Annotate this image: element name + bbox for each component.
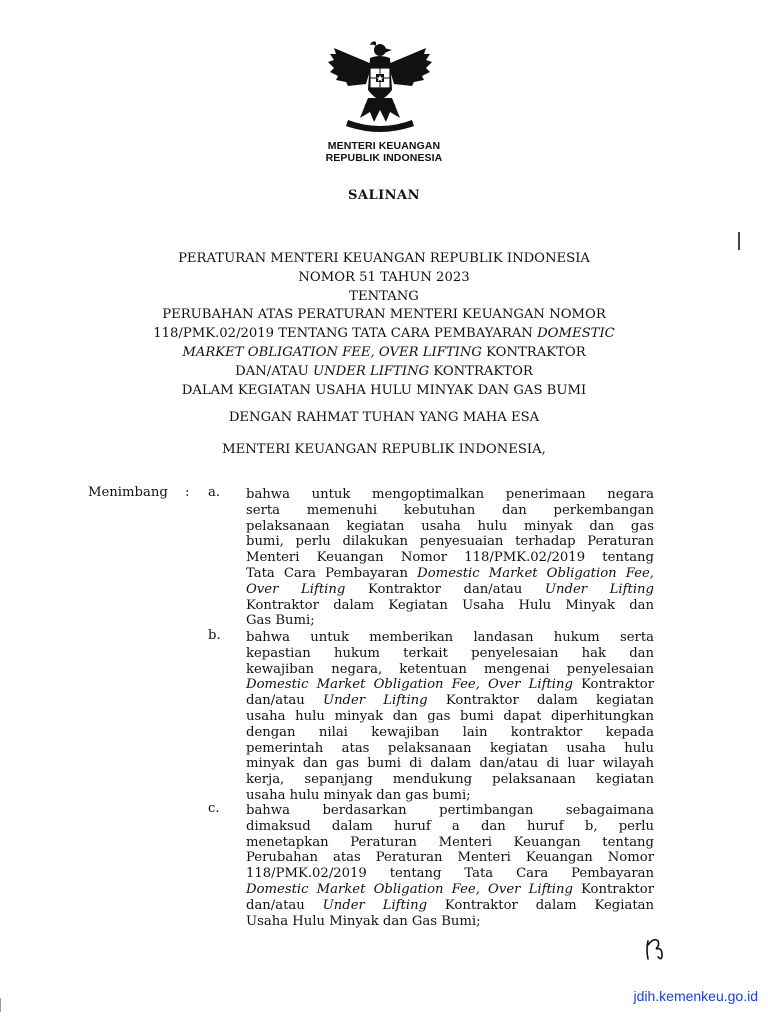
paragraph-line [246, 630, 654, 646]
text-run: Kontraktor dalam Kegiatan [427, 897, 654, 913]
edge-mark [0, 998, 1, 1012]
text-run: DAN/ATAU [235, 363, 313, 379]
title-line [100, 382, 668, 401]
text-run: Menteri Keuangan Nomor 118/PMK.02/2019 tentang [246, 550, 654, 566]
paragraph-line [246, 772, 654, 788]
text-run: usaha hulu minyak dan gas bumi dapat diperhitungkan [246, 708, 654, 724]
italic-term: Domestic Market Obligation Fee, [417, 565, 654, 581]
item-marker: b. [208, 628, 221, 643]
text-run: bahwa berdasarkan pertimbangan sebagaimana [246, 803, 654, 818]
title-line [100, 269, 668, 288]
text-run: Kontraktor [572, 677, 654, 693]
italic-term: MARKET OBLIGATION FEE, OVER LIFTING [182, 344, 482, 360]
paragraph-line [246, 582, 654, 598]
paragraph-line [246, 519, 654, 535]
paragraph-line [246, 550, 654, 566]
paragraph-line [246, 487, 654, 503]
paragraph-line [246, 598, 654, 614]
text-run: NOMOR 51 TAHUN 2023 [298, 269, 470, 285]
paragraph-line [246, 646, 654, 662]
text-run: TENTANG [349, 288, 419, 304]
margin-mark [738, 232, 740, 250]
italic-term: Domestic Market Obligation Fee, Over Lifting [246, 677, 573, 693]
italic-term: Under Lifting [322, 897, 428, 913]
ministry-name: MENTERI KEUANGAN [327, 140, 441, 152]
text-run: menetapkan Peraturan Menteri Keuangan tentang [246, 834, 654, 850]
text-run: bahwa untuk memberikan landasan hukum serta [246, 630, 654, 645]
consideration-paragraph [246, 630, 654, 804]
text-run: Gas Bumi; [246, 613, 315, 629]
italic-term: DOMESTIC [537, 326, 615, 342]
italic-term: Under Lifting [322, 693, 428, 709]
italic-term: Under Lifting [544, 581, 654, 597]
copy-label: SALINAN [347, 188, 421, 203]
paragraph-line [246, 914, 654, 930]
paragraph-line [246, 534, 654, 550]
text-run: Perubahan atas Peraturan Menteri Keuangan Nomor [246, 850, 654, 866]
text-run: DALAM KEGIATAN USAHA HULU MINYAK DAN GAS BUMI [181, 382, 587, 398]
text-run: 118/PMK.02/2019 TENTANG TATA CARA PEMBAYARAN [153, 326, 538, 342]
text-run: kepastian hukum terkait penyelesaian hak dan [246, 645, 654, 661]
paragraph-line [246, 566, 654, 582]
text-run: KONTRAKTOR [481, 344, 586, 360]
text-run: Kontraktor dalam kegiatan [427, 693, 654, 709]
authority-line: MENTERI KEUANGAN REPUBLIK INDONESIA, [222, 442, 546, 457]
text-run: bahwa untuk mengoptimalkan penerimaan negara [246, 487, 654, 502]
blessing-line: DENGAN RAHMAT TUHAN YANG MAHA ESA [228, 410, 540, 425]
paragraph-line [246, 662, 654, 678]
title-line [100, 306, 668, 325]
text-run: dimaksud dalam huruf a dan huruf b, perlu [246, 818, 654, 834]
text-run: usaha hulu minyak dan gas bumi; [246, 787, 471, 803]
source-url[interactable]: jdih.kemenkeu.go.id [633, 988, 758, 1004]
item-marker: a. [208, 485, 221, 500]
text-run: 118/PMK.02/2019 tentang Tata Cara Pembayaran [246, 866, 654, 882]
title-line [100, 344, 668, 363]
title-line [100, 325, 668, 344]
text-run: dengan nilai kewajiban lain kontraktor kepada [246, 724, 654, 740]
paragraph-line [246, 898, 654, 914]
paragraph-line [246, 866, 654, 882]
text-run: bumi, perlu dilakukan penyesuaian terhadap Peraturan [246, 534, 654, 550]
consideration-paragraph [246, 487, 654, 629]
title-line [100, 363, 668, 382]
text-run: PERUBAHAN ATAS PERATURAN MENTERI KEUANGAN NOMOR [162, 307, 606, 323]
paragraph-line [246, 613, 654, 629]
regulation-title [100, 250, 668, 400]
italic-term: UNDER LIFTING [312, 363, 430, 379]
text-run: Kontraktor dalam Kegiatan Usaha Hulu Minyak dan [246, 597, 654, 613]
title-line [100, 250, 668, 269]
text-run: kewajiban negara, ketentuan mengenai penyelesaian [246, 661, 654, 677]
item-marker: c. [208, 801, 220, 816]
paragraph-line [246, 677, 654, 693]
text-run: Kontraktor dan/atau [345, 581, 545, 597]
text-run: pelaksanaan kegiatan usaha hulu minyak dan gas [246, 518, 654, 534]
paragraph-line [246, 709, 654, 725]
italic-term: Domestic Market Obligation Fee, Over Lifting [246, 881, 573, 897]
paragraph-line [246, 819, 654, 835]
handwritten-paraf-icon [640, 935, 670, 963]
paragraph-line [246, 725, 654, 741]
title-line [100, 288, 668, 307]
text-run: dan/atau [246, 693, 323, 709]
paragraph-line [246, 850, 654, 866]
paragraph-line [246, 756, 654, 772]
paragraph-line [246, 693, 654, 709]
text-run: minyak dan gas bumi di dalam dan/atau di luar wilayah [246, 756, 654, 772]
italic-term: Over Lifting [246, 581, 346, 597]
text-run: kerja, sepanjang mendukung pelaksanaan kegiatan [246, 772, 654, 788]
garuda-emblem-icon [326, 40, 434, 136]
text-run: dan/atau [246, 897, 323, 913]
paragraph-line [246, 835, 654, 851]
paragraph-line [246, 503, 654, 519]
ministry-country: REPUBLIK INDONESIA [325, 152, 443, 164]
text-run: KONTRAKTOR [429, 363, 533, 379]
text-run: serta memenuhi kebutuhan dan perkembangan [246, 502, 654, 518]
text-run: Tata Cara Pembayaran [246, 565, 418, 581]
text-run: Usaha Hulu Minyak dan Gas Bumi; [246, 913, 481, 929]
considering-colon: : [185, 485, 190, 500]
text-run: pemerintah atas pelaksanaan kegiatan usaha hulu [246, 740, 654, 756]
paragraph-line [246, 741, 654, 757]
paragraph-line [246, 788, 654, 804]
paragraph-line [246, 803, 654, 819]
text-run: PERATURAN MENTERI KEUANGAN REPUBLIK INDONESIA [178, 251, 590, 266]
considering-label: Menimbang [88, 485, 168, 500]
paragraph-line [246, 882, 654, 898]
consideration-paragraph [246, 803, 654, 929]
text-run: Kontraktor [572, 881, 654, 897]
